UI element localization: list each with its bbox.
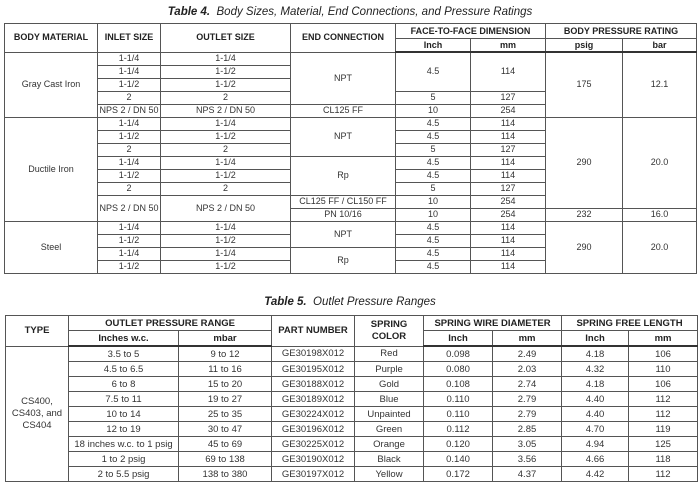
ff-mm-cell: 114 [471, 117, 546, 130]
table-row [6, 346, 698, 362]
part-number-cell: GE30198X012 [272, 346, 355, 362]
outlet-cell: 2 [161, 182, 291, 195]
header-bar: bar [623, 39, 697, 53]
wire-inch-cell: 0.140 [424, 452, 493, 467]
outlet-cell: 2 [161, 91, 291, 104]
wire-mm-cell: 2.03 [493, 362, 562, 377]
mbar-cell: 9 to 12 [179, 346, 272, 362]
table-row [6, 437, 698, 452]
header-type: TYPE [6, 316, 69, 347]
length-mm-cell: 125 [629, 437, 698, 452]
length-inch-cell: 4.66 [562, 452, 629, 467]
header-inlet-size: INLET SIZE [98, 24, 161, 53]
wire-inch-cell: 0.112 [424, 422, 493, 437]
length-mm-cell: 119 [629, 422, 698, 437]
inlet-cell: 1-1/4 [98, 117, 161, 130]
header-length-mm: mm [629, 331, 698, 347]
table5-caption-label: Table 5. [264, 296, 307, 308]
outlet-cell: 1-1/4 [161, 117, 291, 130]
header-spring-color: SPRING COLOR [355, 316, 424, 347]
spring-color-cell: Blue [355, 392, 424, 407]
ff-inch-cell: 4.5 [396, 234, 471, 247]
mbar-cell: 19 to 27 [179, 392, 272, 407]
material-gray-cast-iron: Gray Cast Iron [5, 52, 98, 117]
outlet-cell: 1-1/2 [161, 65, 291, 78]
outlet-cell: 2 [161, 143, 291, 156]
end-connection-cell: NPT [291, 117, 396, 156]
spring-color-cell: Unpainted [355, 407, 424, 422]
table-row [6, 362, 698, 377]
outlet-cell: 1-1/2 [161, 78, 291, 91]
inlet-cell: 2 [98, 91, 161, 104]
ff-mm-cell: 114 [471, 221, 546, 234]
bar-cell: 20.0 [623, 221, 697, 273]
header-wire-diameter: SPRING WIRE DIAMETER [424, 316, 562, 331]
wire-mm-cell: 2.85 [493, 422, 562, 437]
mbar-cell: 30 to 47 [179, 422, 272, 437]
mbar-cell: 138 to 380 [179, 467, 272, 482]
inlet-cell: 1-1/2 [98, 78, 161, 91]
wire-inch-cell: 0.110 [424, 392, 493, 407]
header-outlet-range: OUTLET PRESSURE RANGE [69, 316, 272, 331]
inches-cell: 18 inches w.c. to 1 psig [69, 437, 179, 452]
header-face-to-face: FACE-TO-FACE DIMENSION [396, 24, 546, 39]
ff-inch-cell: 4.5 [396, 169, 471, 182]
end-connection-cell: Rp [291, 247, 396, 273]
length-inch-cell: 4.18 [562, 377, 629, 392]
table-row [6, 377, 698, 392]
outlet-cell: 1-1/4 [161, 156, 291, 169]
material-ductile-iron: Ductile Iron [5, 117, 98, 221]
psig-cell: 175 [546, 52, 623, 117]
bar-cell: 16.0 [623, 208, 697, 221]
bar-cell: 20.0 [623, 117, 697, 208]
inches-cell: 10 to 14 [69, 407, 179, 422]
length-inch-cell: 4.40 [562, 407, 629, 422]
ff-mm-cell: 114 [471, 247, 546, 260]
spring-color-cell: Purple [355, 362, 424, 377]
part-number-cell: GE30196X012 [272, 422, 355, 437]
table-row [6, 452, 698, 467]
inlet-cell: NPS 2 / DN 50 [98, 195, 161, 221]
mbar-cell: 45 to 69 [179, 437, 272, 452]
wire-mm-cell: 3.56 [493, 452, 562, 467]
length-mm-cell: 106 [629, 377, 698, 392]
header-psig: psig [546, 39, 623, 53]
spring-color-cell: Orange [355, 437, 424, 452]
length-mm-cell: 112 [629, 467, 698, 482]
type-line-3: CS404 [22, 419, 52, 431]
mbar-cell: 25 to 35 [179, 407, 272, 422]
spring-color-cell: Yellow [355, 467, 424, 482]
part-number-cell: GE30189X012 [272, 392, 355, 407]
inlet-cell: 2 [98, 143, 161, 156]
part-number-cell: GE30190X012 [272, 452, 355, 467]
part-number-cell: GE30188X012 [272, 377, 355, 392]
header-end-connection: END CONNECTION [291, 24, 396, 53]
outlet-cell: 1-1/2 [161, 169, 291, 182]
part-number-cell: GE30195X012 [272, 362, 355, 377]
ff-inch-cell: 4.5 [396, 221, 471, 234]
length-inch-cell: 4.40 [562, 392, 629, 407]
wire-mm-cell: 2.74 [493, 377, 562, 392]
length-inch-cell: 4.70 [562, 422, 629, 437]
outlet-cell: 1-1/4 [161, 221, 291, 234]
type-line-1: CS400, [21, 395, 53, 407]
inlet-cell: 1-1/4 [98, 247, 161, 260]
inlet-cell: 1-1/4 [98, 65, 161, 78]
ff-mm-cell: 254 [471, 208, 546, 221]
table-row [6, 467, 698, 482]
length-mm-cell: 118 [629, 452, 698, 467]
outlet-cell: 1-1/4 [161, 247, 291, 260]
spring-color-cell: Red [355, 346, 424, 362]
ff-mm-cell: 127 [471, 143, 546, 156]
ff-inch-cell: 10 [396, 195, 471, 208]
length-inch-cell: 4.94 [562, 437, 629, 452]
inlet-cell: 1-1/4 [98, 221, 161, 234]
table4-caption [0, 6, 700, 18]
ff-mm-cell: 254 [471, 195, 546, 208]
table-row [6, 407, 698, 422]
wire-mm-cell: 2.79 [493, 392, 562, 407]
header-ff-inch: Inch [396, 39, 471, 53]
outlet-cell: 1-1/2 [161, 130, 291, 143]
ff-mm-cell: 114 [471, 156, 546, 169]
wire-mm-cell: 2.49 [493, 346, 562, 362]
inlet-cell: NPS 2 / DN 50 [99, 105, 159, 115]
inlet-cell: 1-1/2 [98, 169, 161, 182]
type-line-2: CS403, and [11, 407, 63, 419]
ff-inch-cell: 5 [396, 143, 471, 156]
table4-caption-label: Table 4. [167, 6, 211, 18]
part-number-cell: GE30225X012 [272, 437, 355, 452]
length-inch-cell: 4.18 [562, 346, 629, 362]
ff-inch-cell: 4.5 [396, 52, 471, 91]
header-wire-inch: Inch [424, 331, 493, 347]
end-connection-cell: NPT [291, 52, 396, 104]
outlet-cell: 1-1/2 [161, 234, 291, 247]
wire-inch-cell: 0.110 [424, 407, 493, 422]
wire-mm-cell: 4.37 [493, 467, 562, 482]
ff-inch-cell: 4.5 [396, 247, 471, 260]
length-inch-cell: 4.42 [562, 467, 629, 482]
table-row [6, 422, 698, 437]
table-row [5, 117, 697, 130]
inches-cell: 1 to 2 psig [69, 452, 179, 467]
inches-cell: 6 to 8 [69, 377, 179, 392]
outlet-cell: NPS 2 / DN 50 [161, 195, 291, 221]
ff-mm-cell: 114 [471, 169, 546, 182]
length-mm-cell: 106 [629, 346, 698, 362]
inches-cell: 7.5 to 11 [69, 392, 179, 407]
psig-cell: 232 [546, 208, 623, 221]
spring-color-cell: Black [355, 452, 424, 467]
ff-inch-cell: 4.5 [396, 117, 471, 130]
table-row [6, 392, 698, 407]
material-steel: Steel [5, 221, 98, 273]
mbar-cell: 15 to 20 [179, 377, 272, 392]
mbar-cell: 11 to 16 [179, 362, 272, 377]
wire-inch-cell: 0.108 [424, 377, 493, 392]
header-free-length: SPRING FREE LENGTH [562, 316, 698, 331]
inches-cell: 4.5 to 6.5 [69, 362, 179, 377]
spring-color-cell: Green [355, 422, 424, 437]
header-body-pressure: BODY PRESSURE RATING [546, 24, 697, 39]
length-inch-cell: 4.32 [562, 362, 629, 377]
header-length-inch: Inch [562, 331, 629, 347]
outlet-cell: 1-1/2 [161, 260, 291, 273]
length-mm-cell: 110 [629, 362, 698, 377]
end-connection-cell: CL125 FF [291, 104, 396, 117]
header-mbar: mbar [179, 331, 272, 347]
inlet-cell: 1-1/2 [98, 260, 161, 273]
header-body-material: BODY MATERIAL [5, 24, 98, 53]
inlet-cell: 1-1/4 [98, 52, 161, 65]
inlet-cell: 2 [98, 182, 161, 195]
header-inches-wc: Inches w.c. [69, 331, 179, 347]
table-row [5, 52, 697, 65]
header-ff-mm: mm [471, 39, 546, 53]
wire-mm-cell: 2.79 [493, 407, 562, 422]
wire-inch-cell: 0.172 [424, 467, 493, 482]
end-connection-cell: CL125 FF / CL150 FF [291, 195, 396, 208]
end-connection-cell: PN 10/16 [291, 208, 396, 221]
part-number-cell: GE30197X012 [272, 467, 355, 482]
header-outlet-size: OUTLET SIZE [161, 24, 291, 53]
bar-cell: 12.1 [623, 52, 697, 117]
inches-cell: 3.5 to 5 [69, 346, 179, 362]
table5 [5, 315, 698, 482]
ff-inch-cell: 10 [396, 104, 471, 117]
psig-cell: 290 [546, 117, 623, 208]
ff-mm-cell: 254 [471, 104, 546, 117]
table-row [5, 221, 697, 234]
table5-caption-title: Outlet Pressure Ranges [313, 296, 436, 308]
ff-mm-cell: 127 [471, 182, 546, 195]
outlet-cell: 1-1/4 [161, 52, 291, 65]
end-connection-cell: Rp [291, 156, 396, 195]
table4 [4, 23, 697, 274]
wire-mm-cell: 3.05 [493, 437, 562, 452]
ff-mm-cell: 114 [471, 52, 546, 91]
ff-inch-cell: 4.5 [396, 260, 471, 273]
wire-inch-cell: 0.080 [424, 362, 493, 377]
ff-inch-cell: 4.5 [396, 130, 471, 143]
ff-mm-cell: 114 [471, 260, 546, 273]
outlet-cell: NPS 2 / DN 50 [161, 104, 291, 117]
inlet-cell: 1-1/2 [98, 130, 161, 143]
inches-cell: 12 to 19 [69, 422, 179, 437]
psig-cell: 290 [546, 221, 623, 273]
spring-color-cell: Gold [355, 377, 424, 392]
table4-caption-title: Body Sizes, Material, End Connections, and Pressure Ratings [216, 6, 533, 18]
mbar-cell: 69 to 138 [179, 452, 272, 467]
ff-mm-cell: 114 [471, 130, 546, 143]
ff-mm-cell: 114 [471, 234, 546, 247]
ff-inch-cell: 5 [396, 91, 471, 104]
type-cell [6, 346, 69, 482]
length-mm-cell: 112 [629, 407, 698, 422]
wire-inch-cell: 0.120 [424, 437, 493, 452]
inlet-cell: 1-1/4 [98, 156, 161, 169]
inches-cell: 2 to 5.5 psig [69, 467, 179, 482]
wire-inch-cell: 0.098 [424, 346, 493, 362]
header-wire-mm: mm [493, 331, 562, 347]
part-number-cell: GE30224X012 [272, 407, 355, 422]
table5-caption [0, 296, 700, 308]
end-connection-cell: NPT [291, 221, 396, 247]
length-mm-cell: 112 [629, 392, 698, 407]
inlet-cell: 1-1/2 [98, 234, 161, 247]
ff-mm-cell: 127 [471, 91, 546, 104]
ff-inch-cell: 10 [396, 208, 471, 221]
ff-inch-cell: 4.5 [396, 156, 471, 169]
ff-inch-cell: 5 [396, 182, 471, 195]
header-part-number: PART NUMBER [272, 316, 355, 347]
